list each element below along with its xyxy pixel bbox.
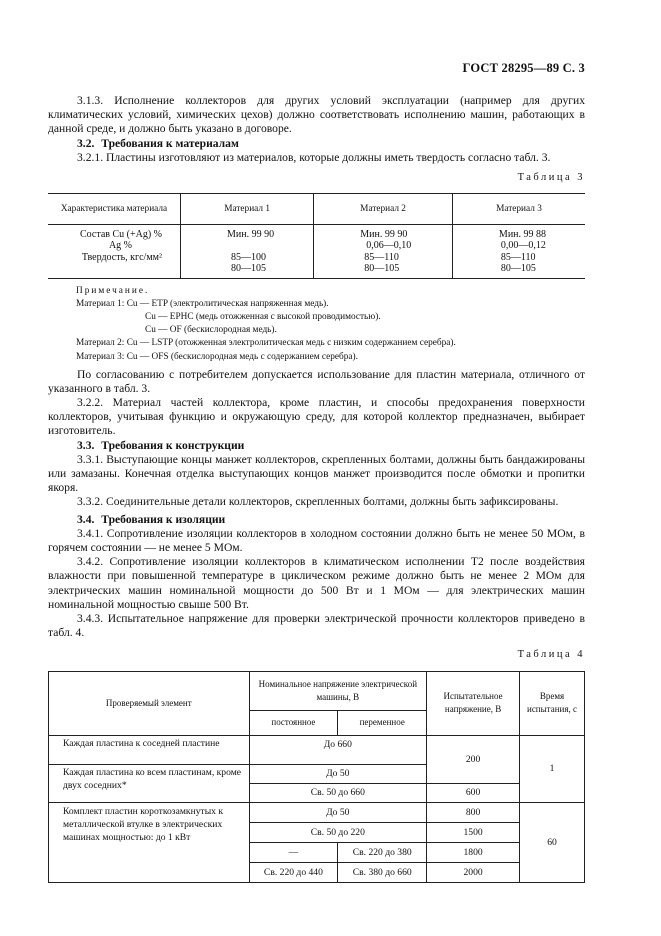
paragraph-3-4-2: 3.4.2. Сопротивление изоляции коллекторов в климатическом исполнении Т2 после воздействия влажности при повышенной температуре в циклическом режиме должно быть не менее 2 МОм для электрических машин номинальной мощности до 500 Вт и 1 МОм — для электрических машин номинальной мощностью свыше 500 Вт. [48, 555, 585, 611]
table-4 [48, 671, 585, 883]
table-cell: 60 [520, 802, 585, 882]
table-cell: 1 [520, 735, 585, 802]
table-3 [48, 193, 585, 279]
paragraph-agreement: По согласованию с потребителем допускается использование для пластин материала, отличного от указанного в табл. 3. [48, 367, 585, 395]
table-cell: Состав Cu (+Ag) % [79, 229, 162, 241]
table-4-header: Проверяемый элемент [49, 671, 250, 735]
table-cell: Комплект пластин короткозамкнутых к металлической втулке в электрических машинах мощностью: до 1 кВт [49, 802, 250, 882]
section-title: Требования к конструкции [101, 438, 245, 452]
table-cell: Мин. 99 88 [452, 225, 585, 241]
section-title: Требования к материалам [101, 136, 239, 150]
table-3-header: Материал 3 [452, 194, 585, 225]
table-cell: 200 [427, 735, 520, 783]
notes-title: Примечание. [76, 286, 150, 297]
section-number: 3.3. [77, 438, 95, 452]
table-row [48, 240, 585, 251]
section-heading-3-3 [77, 439, 585, 453]
table-4-header: Испытательное напряжение, В [427, 671, 520, 735]
table-4-header: постоянное [249, 710, 338, 735]
table-cell: 600 [427, 783, 520, 802]
note-line: Материал 3: Cu — OFS (бескислородная медь с содержанием серебра). [76, 351, 358, 362]
table-cell: 80—105 [181, 263, 314, 279]
table-row [49, 802, 585, 822]
paragraph-3-4-3: 3.4.3. Испытательное напряжение для проверки электрической прочности коллекторов приведено в табл. 4. [48, 612, 585, 640]
table-cell: До 50 [249, 764, 427, 783]
table-cell: Каждая пластина к соседней пластине [49, 735, 250, 764]
table-cell: 800 [427, 802, 520, 822]
table-cell: Твердость, кгс/мм² [81, 251, 162, 263]
table-cell: 1800 [427, 842, 520, 862]
paragraph-3-1-3: 3.1.3. Исполнение коллекторов для других условий эксплуатации (например для других климатических условий, химических цехов) должно соответствовать исполнению машин, работающих в данной среде, и должно быть указано в договоре. [48, 94, 585, 136]
note-line: Материал 2: Cu — LSTP (отожженная электролитическая медь с низким содержанием серебра). [76, 338, 456, 349]
table-cell: 80—105 [452, 263, 585, 279]
section-heading-3-2 [77, 137, 585, 151]
table-cell: 0,00—0,12 [452, 240, 585, 251]
table-cell: Ag % [108, 240, 132, 252]
table-row [49, 735, 585, 764]
table-4-header: Номинальное напряжение электрической машины, В [249, 671, 427, 710]
section-number: 3.4. [77, 512, 95, 526]
table-cell: Св. 220 до 380 [338, 842, 427, 862]
section-number: 3.2. [77, 136, 95, 150]
table-cell: 80—105 [314, 263, 453, 279]
paragraph-3-4-1: 3.4.1. Сопротивление изоляции коллекторов в холодном состоянии должно быть не менее 50 МОм, в горячем состоянии — не менее 5 МОм. [48, 526, 585, 555]
table-cell: Св. 220 до 440 [249, 862, 338, 882]
table-cell: 85—110 [452, 252, 585, 263]
table-cell: 2000 [427, 862, 520, 882]
table-cell [181, 240, 314, 251]
table-cell: Св. 380 до 660 [338, 862, 427, 882]
table-3-header: Характеристика материала [48, 194, 181, 225]
table-row [48, 225, 585, 241]
table-3-header: Материал 2 [314, 194, 453, 225]
table-3-header: Материал 1 [181, 194, 314, 225]
paragraph-3-3-2: 3.3.2. Соединительные детали коллекторов, скрепленных болтами, должны быть зафиксированы. [77, 495, 559, 509]
table-3-caption: Таблица 3 [517, 172, 585, 184]
document-body [48, 94, 585, 883]
paragraph-3-3-1: 3.3.1. Выступающие концы манжет коллекторов, скрепленных болтами, должны быть бандажированы или замазаны. Конечная отделка выступающих концов манжет производится после обмотки и пропитки якоря. [48, 452, 585, 495]
note-line: Cu — OF (бескислородная медь). [145, 325, 277, 336]
table-cell: До 660 [249, 735, 427, 764]
note-line: Cu — EPHC (медь отожженная с высокой проводимостью). [145, 312, 381, 323]
table-cell: Св. 50 до 220 [249, 822, 427, 842]
table-cell: — [249, 842, 338, 862]
page-header: ГОСТ 28295—89 С. 3 [462, 61, 585, 75]
table-cell: 85—100 [181, 252, 314, 263]
table-cell: Каждая пластина ко всем пластинам, кроме двух соседних* [49, 764, 250, 802]
table-row [48, 263, 585, 279]
table-cell: До 50 [249, 802, 427, 822]
section-heading-3-4 [77, 513, 585, 527]
table-cell: 0,06—0,10 [314, 240, 453, 251]
table-cell: Мин. 99 90 [314, 225, 453, 241]
table-cell: 1500 [427, 822, 520, 842]
table-4-header: переменное [338, 710, 427, 735]
paragraph-3-2-2: 3.2.2. Материал частей коллектора, кроме пластин, и способы предохранения поверхности коллекторов, учитывая функцию и окружающую среду, для которой коллектор предназначен, выбирает изготовитель. [48, 396, 585, 438]
table-cell: Св. 50 до 660 [249, 783, 427, 802]
paragraph-3-2-1: 3.2.1. Пластины изготовляют из материалов, которые должны иметь твердость согласно табл. 3. [77, 150, 551, 164]
note-line: Материал 1: Cu — ETP (электролитическая напряженная медь). [76, 299, 329, 310]
section-title: Требования к изоляции [101, 512, 226, 526]
table-cell: Мин. 99 90 [181, 225, 314, 241]
table-3-notes [76, 285, 585, 364]
table-4-caption: Таблица 4 [517, 649, 585, 661]
table-row [48, 252, 585, 263]
table-cell [48, 263, 181, 279]
table-4-header: Время испытания, с [520, 671, 585, 735]
table-cell: 85—110 [314, 252, 453, 263]
